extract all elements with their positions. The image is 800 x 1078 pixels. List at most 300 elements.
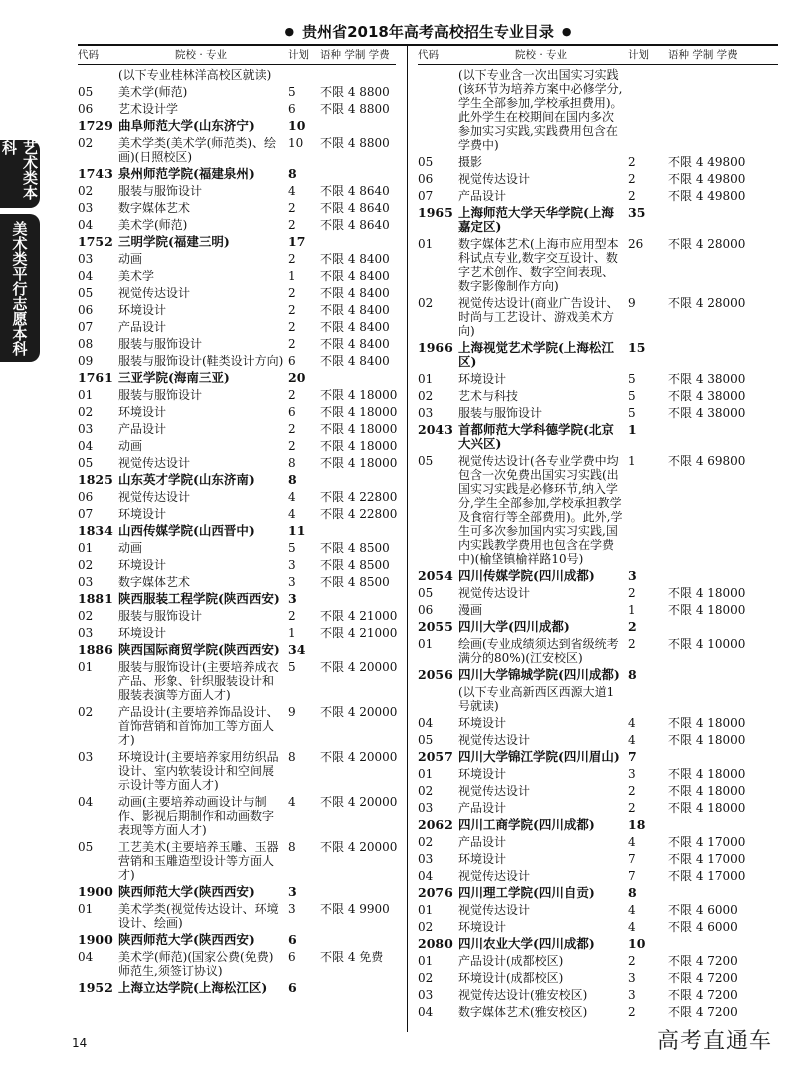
side-tab-art-undergrad: 艺术类本科 xyxy=(0,140,40,208)
table-row xyxy=(78,626,396,640)
cell-rest: 不限 4 20000 xyxy=(320,795,398,809)
cell-code: 01 xyxy=(418,903,434,917)
cell-name: 陕西国际商贸学院(陕西西安) xyxy=(118,642,280,657)
cell-rest: 不限 4 免费 xyxy=(320,950,384,964)
cell-code: 01 xyxy=(418,767,434,781)
cell-code: 1761 xyxy=(78,370,113,385)
cell-code: 06 xyxy=(418,603,434,617)
table-row xyxy=(78,201,396,215)
school-row xyxy=(78,981,396,995)
cell-name: 服装与服饰设计 xyxy=(458,406,543,420)
cell-plan: 3 xyxy=(628,971,636,985)
school-row xyxy=(78,524,396,538)
school-row xyxy=(78,371,396,385)
cell-plan: 1 xyxy=(288,626,296,640)
cell-plan: 4 xyxy=(628,920,636,934)
table-row xyxy=(418,189,778,203)
cell-rest: 不限 4 8500 xyxy=(320,558,390,572)
cell-rest: 不限 4 18000 xyxy=(320,388,398,402)
school-row xyxy=(78,119,396,133)
cell-plan: 2 xyxy=(628,619,637,634)
cell-plan: 2 xyxy=(288,388,296,402)
left-column xyxy=(78,46,396,998)
cell-name: 美术学类(视觉传达设计、环境设计、绘画) xyxy=(118,902,279,930)
header-code: 代码 xyxy=(78,49,99,61)
cell-plan: 3 xyxy=(288,575,296,589)
cell-rest: 不限 4 21000 xyxy=(320,609,398,623)
right-column xyxy=(418,46,778,1022)
table-row xyxy=(78,218,396,232)
cell-plan: 8 xyxy=(628,667,637,682)
cell-name: 动画(主要培养动画设计与制作、影视后期制作和动画数字表现等方面人才) xyxy=(118,795,275,837)
cell-name: 视觉传达设计 xyxy=(458,172,531,186)
table-row xyxy=(78,840,396,882)
cell-plan: 1 xyxy=(628,603,636,617)
cell-plan: 1 xyxy=(628,422,637,437)
watermark: 高考直通车 xyxy=(656,1029,772,1054)
table-row xyxy=(78,902,396,930)
cell-plan: 5 xyxy=(288,85,296,99)
cell-plan: 2 xyxy=(288,201,296,215)
cell-plan: 9 xyxy=(288,705,296,719)
school-row xyxy=(418,206,778,234)
cell-name: 美术学(师范) xyxy=(118,218,188,232)
cell-code: 2080 xyxy=(418,936,453,951)
page-title: 贵州省2018年高考高校招生专业目录 xyxy=(302,23,554,41)
cell-rest: 不限 4 8640 xyxy=(320,218,390,232)
column-header xyxy=(78,46,396,65)
cell-name: 上海立达学院(上海松江区) xyxy=(118,980,268,995)
table-row xyxy=(78,795,396,837)
cell-name: (以下专业含一次出国实习实践(该环节为培养方案中必修学分,学生全部参加,学校承担费用)。此外学生在校期间在国内多次参加实习实践,实践费用包含在学费中) xyxy=(458,68,623,152)
cell-plan: 3 xyxy=(288,558,296,572)
header-plan: 计划 xyxy=(628,49,649,61)
cell-code: 03 xyxy=(78,626,94,640)
cell-rest xyxy=(668,341,778,369)
cell-code: 07 xyxy=(78,320,94,334)
table-row xyxy=(78,422,396,436)
cell-plan xyxy=(628,685,668,713)
cell-name: 视觉传达设计 xyxy=(458,903,531,917)
cell-rest: 不限 4 8400 xyxy=(320,337,390,351)
header-name: 院校 · 专业 xyxy=(514,49,567,61)
cell-code: 04 xyxy=(78,950,94,964)
cell-rest: 不限 4 38000 xyxy=(668,389,746,403)
cell-code: 02 xyxy=(78,705,94,719)
cell-code: 1965 xyxy=(418,205,453,220)
cell-name: 产品设计 xyxy=(458,189,507,203)
cell-code: 03 xyxy=(78,422,94,436)
cell-plan: 2 xyxy=(288,609,296,623)
cell-plan: 4 xyxy=(288,184,296,198)
cell-plan: 4 xyxy=(628,835,636,849)
page-number: 14 xyxy=(72,1036,88,1050)
cell-rest: 不限 4 69800 xyxy=(668,454,746,468)
cell-plan: 3 xyxy=(628,568,637,583)
cell-plan: 2 xyxy=(628,637,636,651)
cell-plan: 26 xyxy=(628,237,644,251)
cell-name: 曲阜师范大学(山东济宁) xyxy=(118,118,255,133)
cell-plan: 10 xyxy=(628,936,646,951)
cell-name: 山西传媒学院(山西晋中) xyxy=(118,523,255,538)
cell-plan: 5 xyxy=(628,389,636,403)
table-row xyxy=(78,439,396,453)
school-row xyxy=(418,620,778,634)
table-row xyxy=(78,136,396,164)
cell-code: 03 xyxy=(418,801,434,815)
cell-name: 产品设计(成都校区) xyxy=(458,954,564,968)
cell-rest: 不限 4 49800 xyxy=(668,189,746,203)
cell-rest xyxy=(668,668,778,682)
table-row xyxy=(418,869,778,883)
cell-plan: 6 xyxy=(288,354,296,368)
cell-code: 02 xyxy=(418,835,434,849)
table-row xyxy=(78,354,396,368)
cell-code: 07 xyxy=(78,507,94,521)
cell-rest: 不限 4 8800 xyxy=(320,102,390,116)
cell-plan: 6 xyxy=(288,932,297,947)
table-row xyxy=(78,705,396,747)
cell-code: 05 xyxy=(78,286,94,300)
cell-name: 环境设计 xyxy=(118,507,167,521)
cell-name: 数字媒体艺术(雅安校区) xyxy=(458,1005,588,1019)
cell-plan: 2 xyxy=(288,252,296,266)
cell-name: 陕西师范大学(陕西西安) xyxy=(118,884,255,899)
cell-plan xyxy=(628,68,668,152)
cell-code: 05 xyxy=(418,733,434,747)
cell-rest: 不限 4 18000 xyxy=(668,801,746,815)
school-row xyxy=(78,235,396,249)
cell-rest xyxy=(668,685,778,713)
cell-rest: 不限 4 20000 xyxy=(320,660,398,674)
cell-plan: 5 xyxy=(628,406,636,420)
table-row xyxy=(418,389,778,403)
cell-code: 04 xyxy=(418,1005,434,1019)
cell-code: 06 xyxy=(78,303,94,317)
school-row xyxy=(418,750,778,764)
cell-code xyxy=(418,685,458,713)
cell-code: 03 xyxy=(418,852,434,866)
cell-code: 05 xyxy=(78,456,94,470)
cell-name: 三明学院(福建三明) xyxy=(118,234,230,249)
cell-code: 01 xyxy=(418,954,434,968)
table-row xyxy=(78,558,396,572)
cell-name: 产品设计 xyxy=(118,320,167,334)
cell-rest: 不限 4 8640 xyxy=(320,201,390,215)
cell-rest: 不限 4 18000 xyxy=(668,716,746,730)
cell-code: 2043 xyxy=(418,422,453,437)
cell-rest: 不限 4 20000 xyxy=(320,705,398,719)
table-row xyxy=(418,603,778,617)
cell-rest: 不限 4 8400 xyxy=(320,320,390,334)
table-row xyxy=(418,372,778,386)
cell-rest: 不限 4 8640 xyxy=(320,184,390,198)
table-row xyxy=(78,252,396,266)
cell-rest: 不限 4 8400 xyxy=(320,269,390,283)
header-plan: 计划 xyxy=(288,49,309,61)
table-row xyxy=(78,303,396,317)
cell-rest: 不限 4 6000 xyxy=(668,903,738,917)
cell-rest xyxy=(320,473,396,487)
cell-plan: 11 xyxy=(288,523,306,538)
cell-plan: 4 xyxy=(628,716,636,730)
cell-name: 服装与服饰设计 xyxy=(118,184,203,198)
cell-name: 产品设计(主要培养饰品设计、首饰营销和首饰加工等方面人才) xyxy=(118,705,279,747)
cell-code: 04 xyxy=(78,795,94,809)
cell-rest: 不限 4 18000 xyxy=(668,733,746,747)
cell-plan: 4 xyxy=(288,507,296,521)
cell-rest: 不限 4 18000 xyxy=(668,603,746,617)
cell-name: 服装与服饰设计 xyxy=(118,337,203,351)
school-row xyxy=(418,569,778,583)
cell-rest: 不限 4 17000 xyxy=(668,869,746,883)
cell-name: 环境设计 xyxy=(458,920,507,934)
cell-rest: 不限 4 38000 xyxy=(668,406,746,420)
cell-rest xyxy=(320,119,396,133)
cell-plan: 2 xyxy=(628,801,636,815)
cell-rest: 不限 4 18000 xyxy=(668,767,746,781)
cell-plan: 8 xyxy=(288,840,296,854)
cell-plan: 10 xyxy=(288,118,306,133)
cell-plan: 9 xyxy=(628,296,636,310)
school-row xyxy=(78,885,396,899)
school-row xyxy=(78,933,396,947)
cell-code: 02 xyxy=(418,296,434,310)
cell-rest: 不限 4 17000 xyxy=(668,852,746,866)
cell-name: 环境设计 xyxy=(118,303,167,317)
cell-rest: 不限 4 18000 xyxy=(320,456,398,470)
cell-plan: 2 xyxy=(288,337,296,351)
table-row xyxy=(78,184,396,198)
cell-code: 06 xyxy=(78,102,94,116)
cell-rest: 不限 4 22800 xyxy=(320,507,398,521)
cell-name: 视觉传达设计 xyxy=(458,586,531,600)
cell-name: 数字媒体艺术(上海市应用型本科试点专业,数字交互设计、数字艺术创作、数字空间表现、数字影像制作方向) xyxy=(458,237,619,293)
table-row xyxy=(78,68,396,82)
cell-plan: 2 xyxy=(628,155,636,169)
header-rest: 语种 学制 学费 xyxy=(320,49,390,61)
cell-code: 2076 xyxy=(418,885,453,900)
cell-name: 视觉传达设计 xyxy=(458,733,531,747)
cell-code: 04 xyxy=(78,269,94,283)
table-row xyxy=(78,269,396,283)
cell-name: 服装与服饰设计(鞋类设计方向) xyxy=(118,354,284,368)
cell-plan: 6 xyxy=(288,950,296,964)
cell-code: 04 xyxy=(78,439,94,453)
cell-plan: 3 xyxy=(288,591,297,606)
cell-code: 05 xyxy=(418,155,434,169)
table-row xyxy=(418,852,778,866)
cell-plan: 2 xyxy=(628,784,636,798)
cell-code: 05 xyxy=(78,85,94,99)
bullet-icon: ● xyxy=(284,25,295,38)
cell-rest: 不限 4 38000 xyxy=(668,372,746,386)
cell-name: 环境设计 xyxy=(458,716,507,730)
cell-rest xyxy=(668,886,778,900)
cell-plan: 2 xyxy=(628,954,636,968)
cell-plan: 8 xyxy=(288,456,296,470)
table-row xyxy=(418,954,778,968)
cell-plan: 2 xyxy=(288,422,296,436)
cell-plan: 2 xyxy=(288,439,296,453)
cell-code: 1886 xyxy=(78,642,113,657)
school-row xyxy=(78,643,396,657)
cell-code: 02 xyxy=(78,609,94,623)
cell-name: 四川大学(四川成都) xyxy=(458,619,570,634)
table-row xyxy=(78,388,396,402)
cell-code: 1900 xyxy=(78,932,113,947)
cell-plan xyxy=(288,68,320,82)
cell-code: 03 xyxy=(418,988,434,1002)
cell-rest: 不限 4 7200 xyxy=(668,971,738,985)
cell-code: 01 xyxy=(418,637,434,651)
cell-code: 1825 xyxy=(78,472,113,487)
school-row xyxy=(78,167,396,181)
cell-code: 05 xyxy=(418,586,434,600)
school-row xyxy=(418,423,778,451)
table-row xyxy=(418,835,778,849)
cell-rest: 不限 4 21000 xyxy=(320,626,398,640)
cell-code: 03 xyxy=(78,750,94,764)
table-row xyxy=(418,1005,778,1019)
cell-code: 03 xyxy=(78,201,94,215)
cell-plan: 7 xyxy=(628,869,636,883)
table-row xyxy=(418,68,778,152)
cell-plan: 2 xyxy=(288,286,296,300)
cell-name: 产品设计 xyxy=(458,801,507,815)
cell-plan: 5 xyxy=(628,372,636,386)
cell-name: 环境设计 xyxy=(118,558,167,572)
cell-plan: 4 xyxy=(288,490,296,504)
cell-name: 泉州师范学院(福建泉州) xyxy=(118,166,255,181)
table-row xyxy=(418,685,778,713)
cell-code: 08 xyxy=(78,337,94,351)
cell-name: 产品设计 xyxy=(458,835,507,849)
cell-plan: 8 xyxy=(628,885,637,900)
cell-code: 02 xyxy=(418,971,434,985)
cell-name: 动画 xyxy=(118,541,143,555)
cell-name: 服装与服饰设计 xyxy=(118,388,203,402)
cell-name: 美术学(师范) xyxy=(118,85,188,99)
cell-name: 服装与服饰设计(主要培养成衣产品、形象、针织服装设计和服装表演等方面人才) xyxy=(118,660,279,702)
side-tab-fine-art-parallel: 美术类平行志愿本科 xyxy=(0,214,40,362)
cell-name: 动画 xyxy=(118,439,143,453)
cell-rest: 不限 4 49800 xyxy=(668,172,746,186)
table-row xyxy=(78,405,396,419)
cell-rest: 不限 4 10000 xyxy=(668,637,746,651)
cell-plan: 18 xyxy=(628,817,646,832)
cell-rest: 不限 4 28000 xyxy=(668,237,746,251)
cell-rest: 不限 4 8400 xyxy=(320,354,390,368)
cell-name: 环境设计 xyxy=(458,372,507,386)
cell-plan: 2 xyxy=(628,189,636,203)
cell-code: 1834 xyxy=(78,523,113,538)
cell-plan: 7 xyxy=(628,749,637,764)
cell-rest xyxy=(668,206,778,234)
cell-name: 四川大学锦城学院(四川成都) xyxy=(458,667,620,682)
cell-plan: 8 xyxy=(288,166,297,181)
cell-name: 视觉传达设计 xyxy=(458,869,531,883)
cell-rest xyxy=(320,167,396,181)
table-row xyxy=(78,102,396,116)
cell-code: 03 xyxy=(78,252,94,266)
cell-name: 视觉传达设计 xyxy=(458,784,531,798)
cell-name: 美术学类(美术学(师范类)、绘画)(日照校区) xyxy=(118,136,277,164)
school-row xyxy=(418,341,778,369)
cell-name: 视觉传达设计 xyxy=(118,456,191,470)
cell-rest: 不限 4 9900 xyxy=(320,902,390,916)
cell-rest xyxy=(320,933,396,947)
cell-code: 04 xyxy=(78,218,94,232)
table-row xyxy=(418,637,778,665)
cell-rest xyxy=(668,569,778,583)
cell-code: 05 xyxy=(418,454,434,468)
header-code: 代码 xyxy=(418,49,439,61)
school-row xyxy=(78,592,396,606)
cell-plan: 34 xyxy=(288,642,306,657)
cell-plan: 4 xyxy=(288,795,296,809)
cell-code: 2054 xyxy=(418,568,453,583)
cell-code: 2057 xyxy=(418,749,453,764)
cell-name: (以下专业高新西区西源大道1号就读) xyxy=(458,685,615,713)
cell-rest: 不限 4 8400 xyxy=(320,286,390,300)
table-row xyxy=(418,586,778,600)
table-row xyxy=(78,950,396,978)
cell-code: 1966 xyxy=(418,340,453,355)
cell-rest: 不限 4 17000 xyxy=(668,835,746,849)
cell-name: 视觉传达设计(商业广告设计、时尚与工艺设计、游戏美术方向) xyxy=(458,296,619,338)
cell-rest: 不限 4 18000 xyxy=(668,784,746,798)
cell-name: 视觉传达设计(雅安校区) xyxy=(458,988,588,1002)
cell-code: 2062 xyxy=(418,817,453,832)
cell-plan: 4 xyxy=(628,903,636,917)
cell-code: 2055 xyxy=(418,619,453,634)
cell-name: 漫画 xyxy=(458,603,483,617)
cell-rest xyxy=(320,68,396,82)
cell-name: 视觉传达设计(各专业学费中均包含一次免费出国实习实践(出国实习实践是必修环节,纳入学分,学生全部参加,学校承担教学及食宿行等全部费用)。此外,学生可多次参加国内实习实践,国内实践教学费用也包含在学费中)(榆垡镇榆祥路10号) xyxy=(458,454,623,566)
cell-rest: 不限 4 18000 xyxy=(320,439,398,453)
cell-rest: 不限 4 6000 xyxy=(668,920,738,934)
table-row xyxy=(78,507,396,521)
cell-name: 艺术与科技 xyxy=(458,389,519,403)
cell-name: 四川理工学院(四川自贡) xyxy=(458,885,595,900)
cell-code: 01 xyxy=(78,902,94,916)
cell-rest: 不限 4 8400 xyxy=(320,303,390,317)
cell-plan: 10 xyxy=(288,136,304,150)
cell-plan: 4 xyxy=(628,733,636,747)
cell-name: 三亚学院(海南三亚) xyxy=(118,370,230,385)
cell-name: 数字媒体艺术 xyxy=(118,575,191,589)
cell-name: 四川传媒学院(四川成都) xyxy=(458,568,595,583)
cell-plan: 3 xyxy=(628,988,636,1002)
cell-code: 02 xyxy=(78,136,94,150)
cell-plan: 3 xyxy=(288,902,296,916)
cell-code: 04 xyxy=(418,716,434,730)
table-row xyxy=(418,716,778,730)
table-row xyxy=(418,971,778,985)
table-row xyxy=(418,733,778,747)
cell-name: 服装与服饰设计 xyxy=(118,609,203,623)
cell-rest: 不限 4 8400 xyxy=(320,252,390,266)
column-header xyxy=(418,46,778,65)
cell-plan: 8 xyxy=(288,750,296,764)
cell-name: 环境设计 xyxy=(458,852,507,866)
cell-plan: 1 xyxy=(288,269,296,283)
cell-name: 视觉传达设计 xyxy=(118,490,191,504)
cell-code: 02 xyxy=(78,405,94,419)
cell-code: 01 xyxy=(78,541,94,555)
cell-rest xyxy=(668,620,778,634)
